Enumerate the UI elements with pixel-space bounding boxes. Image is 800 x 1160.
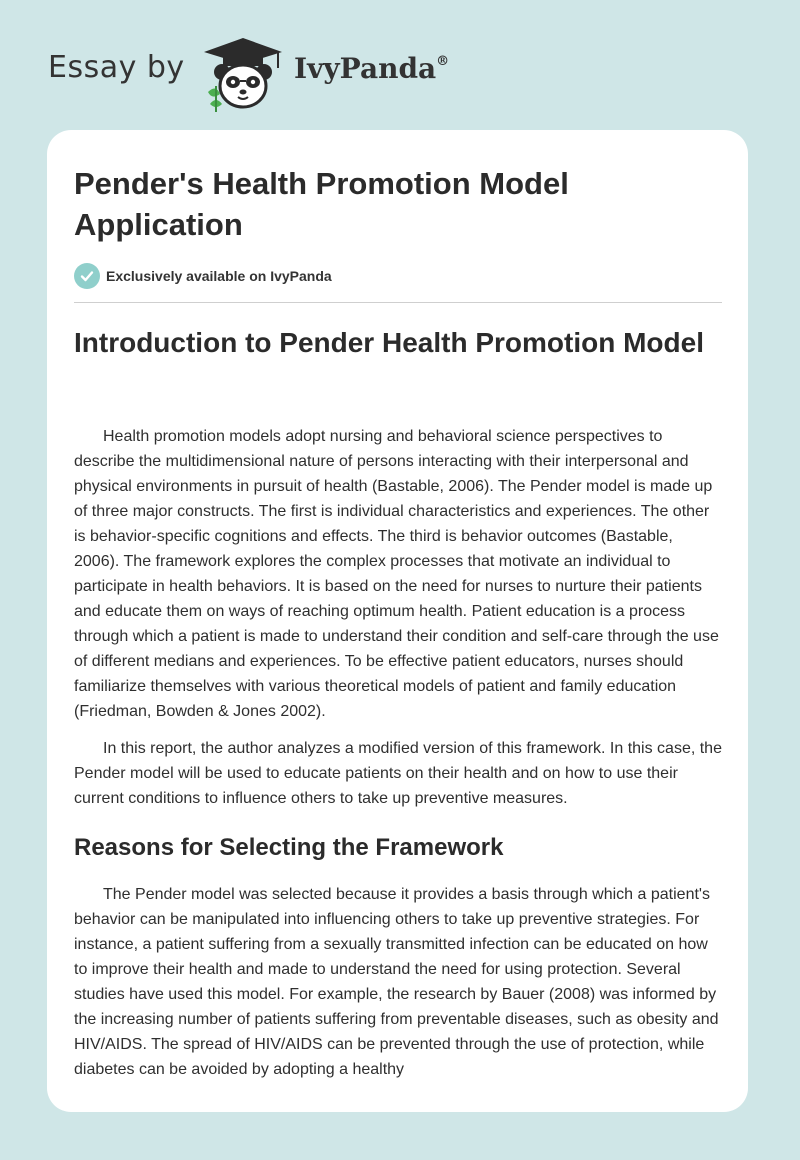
essay-title: Pender's Health Promotion Model Application (74, 166, 569, 242)
exclusive-label: Exclusively available on IvyPanda (106, 268, 332, 284)
site-header (0, 0, 800, 130)
paragraph-1: Health promotion models adopt nursing and behavioral science perspectives to describe the multidimensional nature of persons interacting with their interpersonal and physical environments in pursuit of health (Bastable, 2006). The Pender model is made up of three major constructs. The first is individual characteristics and experiences. The other is behavior-specific cognitions and effects. The third is behavior outcomes (Bastable, 2006). The framework explores the complex processes that motivate an individual to participate in health behaviors. It is based on the need for nurses to nurture their patients and educate them on ways of reaching optimum health. Patient education is a process through which a patient is made to understand their condition and self-care through the use of different medians and experiences. To be effective patient educators, nurses should familiarize themselves with various theoretical models of patient and family education (Friedman, Bowden & Jones 2002). (74, 428, 719, 720)
divider (74, 302, 722, 303)
brand-logo-text[interactable] (294, 52, 449, 85)
section-heading-introduction: Introduction to Pender Health Promotion Model (74, 327, 704, 358)
section-heading-reasons: Reasons for Selecting the Framework (74, 834, 504, 861)
essay-by-label: Essay by (48, 50, 185, 85)
brand-name: IvyPanda (294, 52, 437, 85)
essay-card (47, 130, 748, 1112)
panda-graduate-icon[interactable] (198, 34, 288, 114)
paragraph-3: The Pender model was selected because it provides a basis through which a patient's behavior can be manipulated into influencing others to take up preventive strategies. For instance, a patient suffering from a sexually transmitted infection can be educated on how to improve their health and made to understand the need for using protection. Several studies have used this model. For example, the research by Bauer (2008) was informed by the increasing number of patients suffering from preventable diseases, such as obesity and HIV/AIDS. The spread of HIV/AIDS can be prevented through the use of protection, while diabetes can be avoided by adopting a healthy (74, 886, 719, 1078)
paragraph-2: In this report, the author analyzes a modified version of this framework. In this case, the Pender model will be used to educate patients on their health and on how to use their current conditions to influence others to take up preventive measures. (74, 740, 722, 807)
check-circle-icon (74, 263, 100, 289)
exclusive-badge (74, 262, 332, 290)
registered-mark: ® (436, 54, 450, 69)
